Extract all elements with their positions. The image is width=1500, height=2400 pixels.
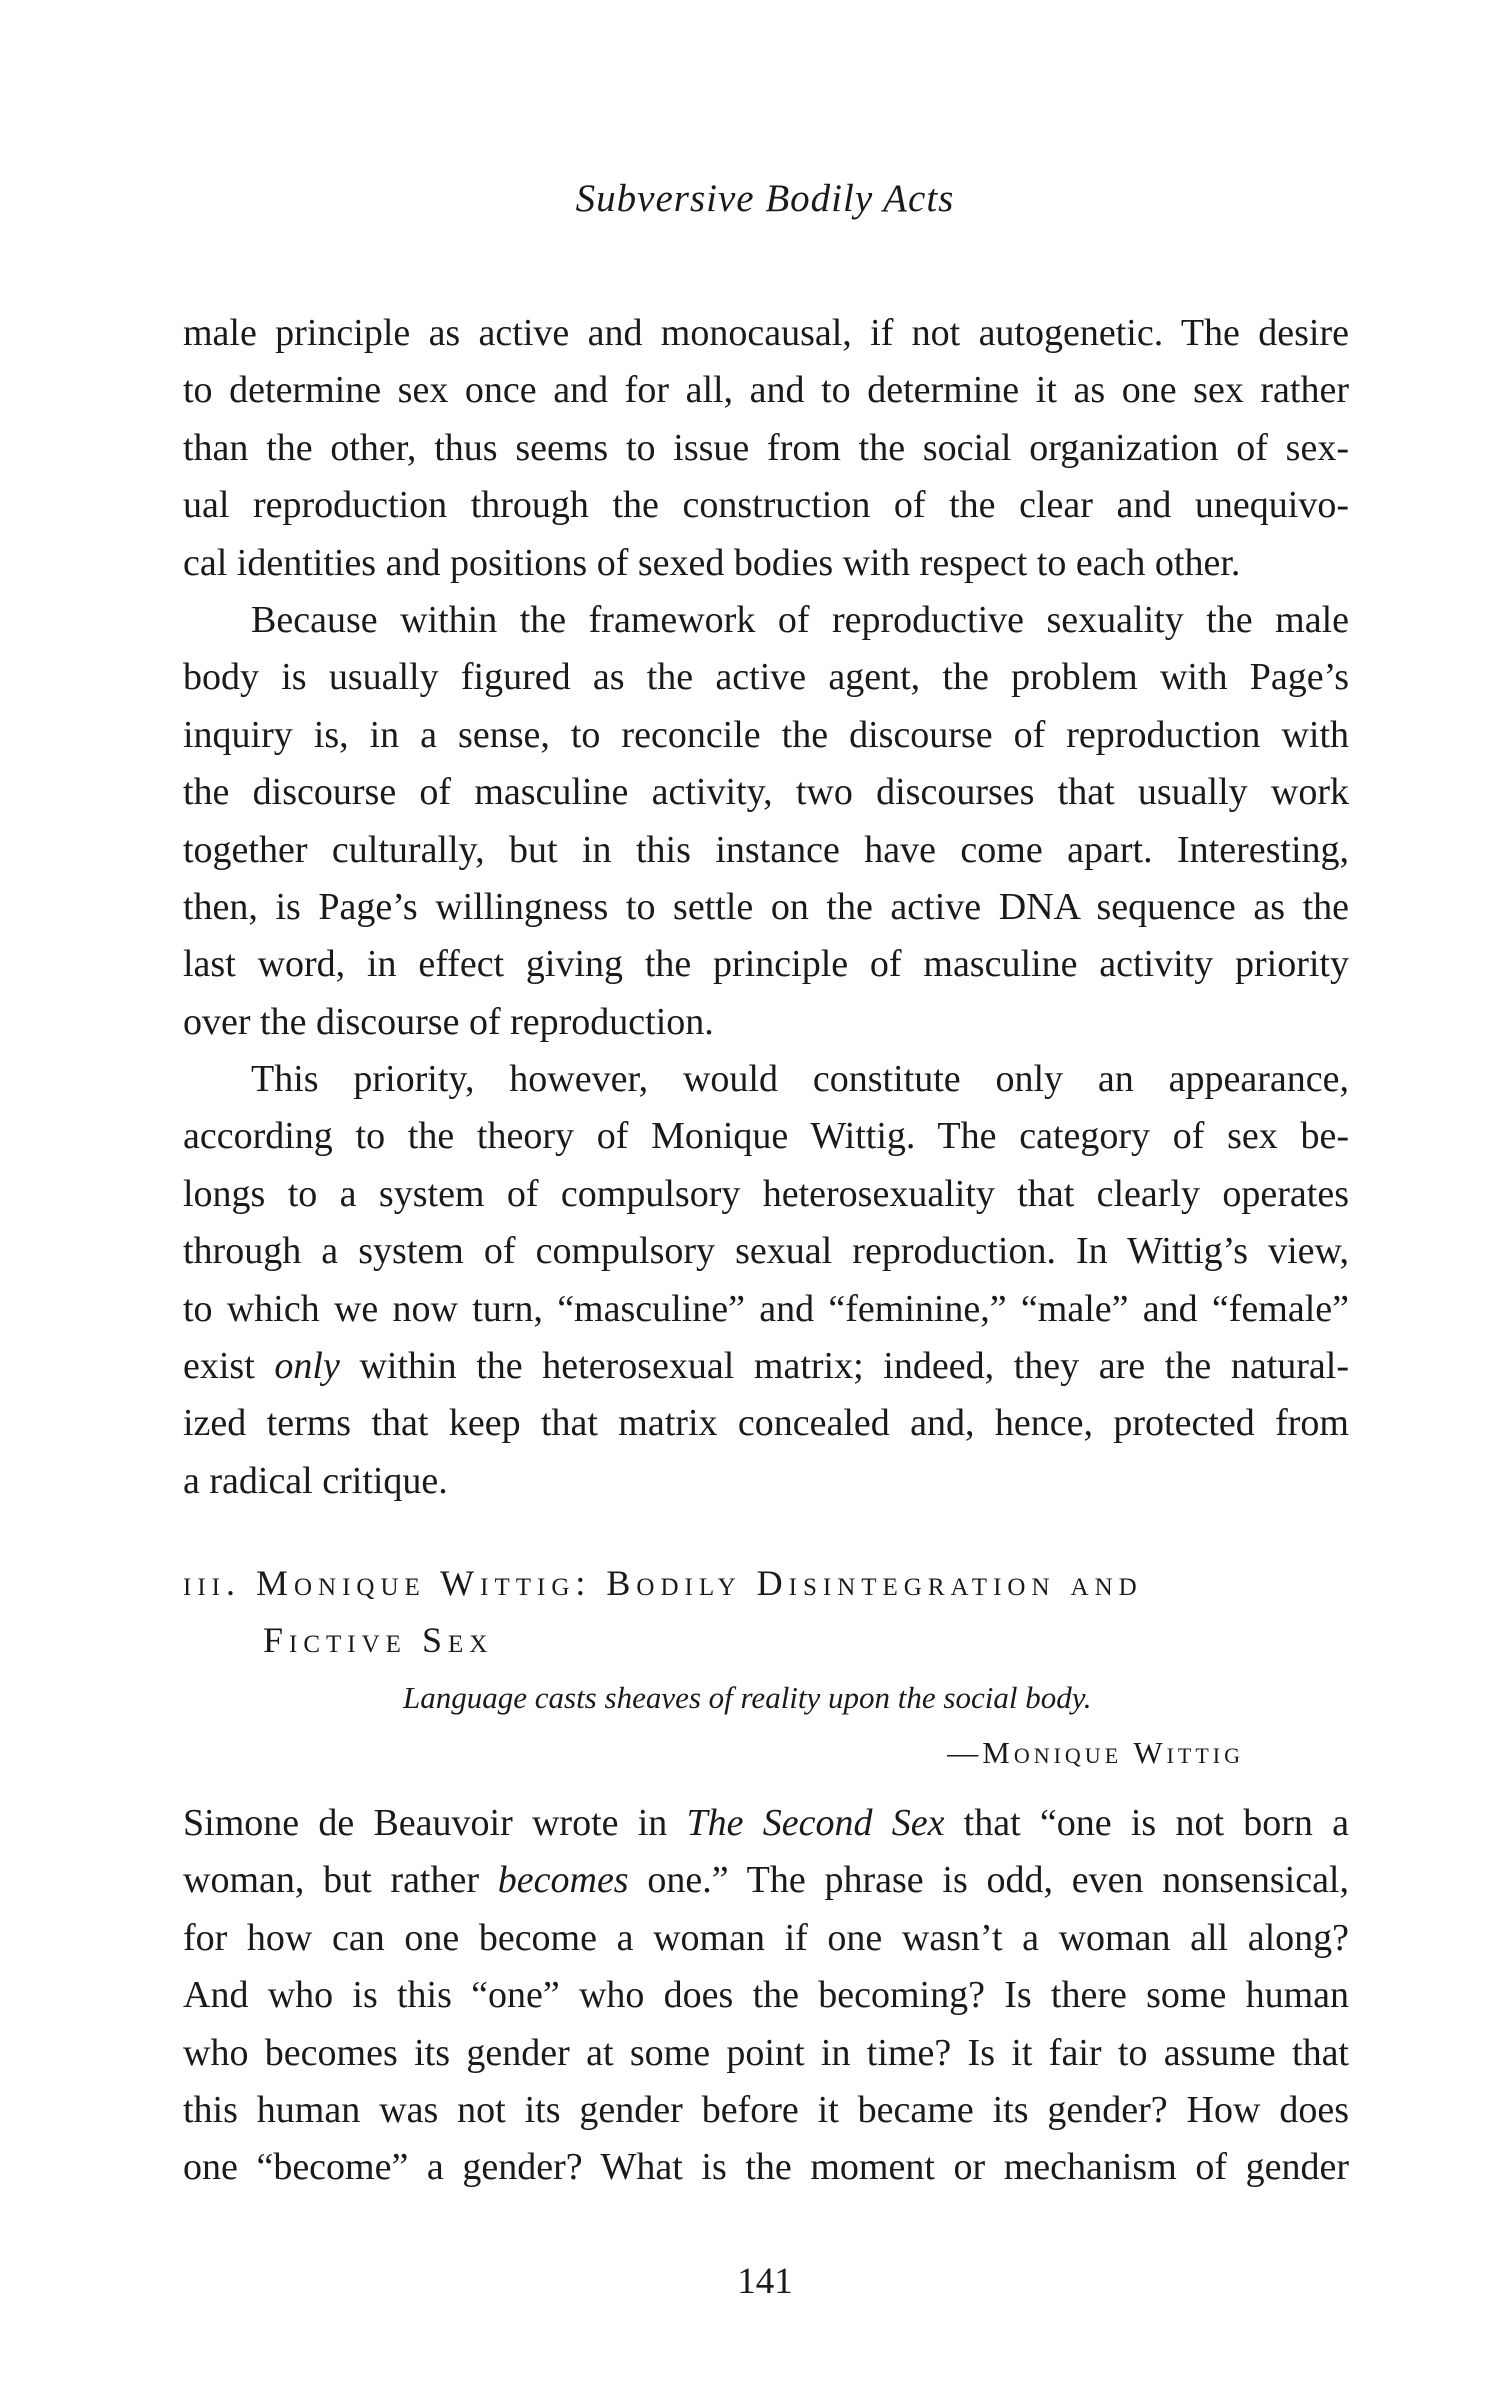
paragraph-line: the discourse of masculine activity, two discourses that usually work bbox=[183, 771, 1349, 814]
body-text-upper bbox=[183, 305, 1349, 1510]
line-text: exist bbox=[183, 1345, 275, 1388]
paragraph-line: to which we now turn, “masculine” and “feminine,” “male” and “female” bbox=[183, 1287, 1349, 1330]
paragraph-line: to determine sex once and for all, and to determine it as one sex rather bbox=[183, 369, 1349, 412]
paragraph-line: according to the theory of Monique Wittig. The category of sex be- bbox=[183, 1115, 1349, 1158]
section-heading-line: iii. Monique Wittig: Bodily Disintegration and bbox=[183, 1563, 1143, 1603]
emphasis-text: only bbox=[274, 1345, 340, 1388]
epigraph-attribution: —Monique Wittig bbox=[947, 1735, 1244, 1770]
paragraph-line: through a system of compulsory sexual reproduction. In Wittig’s view, bbox=[183, 1230, 1349, 1273]
paragraph-line: who becomes its gender at some point in time? Is it fair to assume that bbox=[183, 2031, 1349, 2074]
paragraph-line: cal identities and positions of sexed bodies with respect to each other. bbox=[183, 541, 1241, 584]
paragraph-line: This priority, however, would constitute only an appearance, bbox=[251, 1058, 1349, 1101]
paragraph-line: Because within the framework of reproductive sexuality the male bbox=[251, 598, 1349, 641]
section-heading-line: Fictive Sex bbox=[263, 1620, 494, 1660]
paragraph-line: last word, in effect giving the principle of masculine activity priority bbox=[183, 943, 1349, 986]
line-text: Simone de Beauvoir wrote in bbox=[183, 1802, 687, 1844]
paragraph-line: this human was not its gender before it became its gender? How does bbox=[183, 2088, 1349, 2131]
line-text: one.” The phrase is odd, even nonsensical, bbox=[628, 1859, 1349, 1902]
paragraph-line: ized terms that keep that matrix concealed and, hence, protected from bbox=[183, 1402, 1349, 1445]
paragraph-line: over the discourse of reproduction. bbox=[183, 1000, 714, 1043]
paragraph-line: inquiry is, in a sense, to reconcile the discourse of reproduction with bbox=[183, 713, 1349, 756]
paragraph-line bbox=[183, 1338, 1349, 1395]
paragraph-line: one “become” a gender? What is the moment or mechanism of gender bbox=[183, 2146, 1349, 2189]
line-text: that “one is not born a bbox=[944, 1802, 1349, 1844]
paragraph-line: And who is this “one” who does the becoming? Is there some human bbox=[183, 1974, 1349, 2017]
paragraph-line: longs to a system of compulsory heterosexuality that clearly operates bbox=[183, 1172, 1349, 1215]
paragraph-line: for how can one become a woman if one wasn’t a woman all along? bbox=[183, 1916, 1349, 1959]
running-head: Subversive Bodily Acts bbox=[575, 177, 955, 220]
paragraph-line: together culturally, but in this instance have come apart. Interesting, bbox=[183, 828, 1349, 871]
paragraph-line: a radical critique. bbox=[183, 1459, 448, 1502]
page-number: 141 bbox=[737, 2261, 793, 2302]
paragraph-line: body is usually figured as the active agent, the problem with Page’s bbox=[183, 656, 1349, 699]
paragraph-line: than the other, thus seems to issue from the social organization of sex- bbox=[183, 426, 1349, 469]
body-text-lower bbox=[183, 1795, 1349, 2197]
paragraph-line bbox=[183, 1852, 1349, 1909]
epigraph-quote: Language casts sheaves of reality upon the social body. bbox=[403, 1680, 1092, 1715]
paragraph-line bbox=[183, 1795, 1349, 1852]
line-text: woman, but rather bbox=[183, 1859, 498, 1902]
line-text: within the heterosexual matrix; indeed, they are the natural- bbox=[339, 1345, 1349, 1388]
paragraph-line: male principle as active and monocausal, if not autogenetic. The desire bbox=[183, 312, 1349, 354]
book-title: The Second Sex bbox=[686, 1802, 945, 1844]
paragraph-line: then, is Page’s willingness to settle on the active DNA sequence as the bbox=[183, 885, 1349, 928]
emphasis-text: becomes bbox=[497, 1859, 629, 1902]
section-heading bbox=[183, 1555, 1349, 1669]
paragraph-line: ual reproduction through the construction of the clear and unequivo- bbox=[183, 484, 1349, 527]
